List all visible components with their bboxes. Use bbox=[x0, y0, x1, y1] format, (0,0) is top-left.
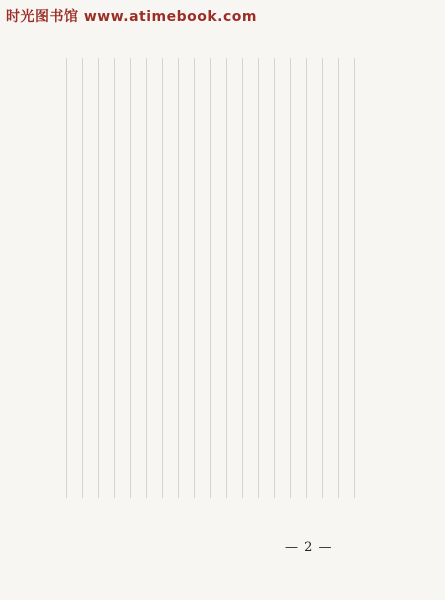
text-column bbox=[82, 58, 83, 498]
text-column bbox=[306, 58, 307, 498]
watermark: 时光图书馆 www.atimebook.com bbox=[6, 9, 258, 25]
text-column bbox=[226, 58, 227, 498]
text-column bbox=[66, 58, 67, 498]
text-column bbox=[114, 58, 115, 498]
text-column bbox=[194, 58, 195, 498]
text-column bbox=[98, 58, 99, 498]
text-column bbox=[290, 58, 291, 498]
text-column bbox=[242, 58, 243, 498]
text-column bbox=[210, 58, 211, 498]
text-column bbox=[354, 58, 355, 498]
text-column bbox=[338, 58, 339, 498]
text-column bbox=[146, 58, 147, 498]
text-column bbox=[162, 58, 163, 498]
text-column bbox=[322, 58, 323, 498]
text-column bbox=[178, 58, 179, 498]
text-column bbox=[258, 58, 259, 498]
text-column bbox=[274, 58, 275, 498]
vertical-text-block bbox=[54, 58, 374, 506]
page-number: — 2 — bbox=[285, 540, 333, 555]
text-column bbox=[130, 58, 131, 498]
